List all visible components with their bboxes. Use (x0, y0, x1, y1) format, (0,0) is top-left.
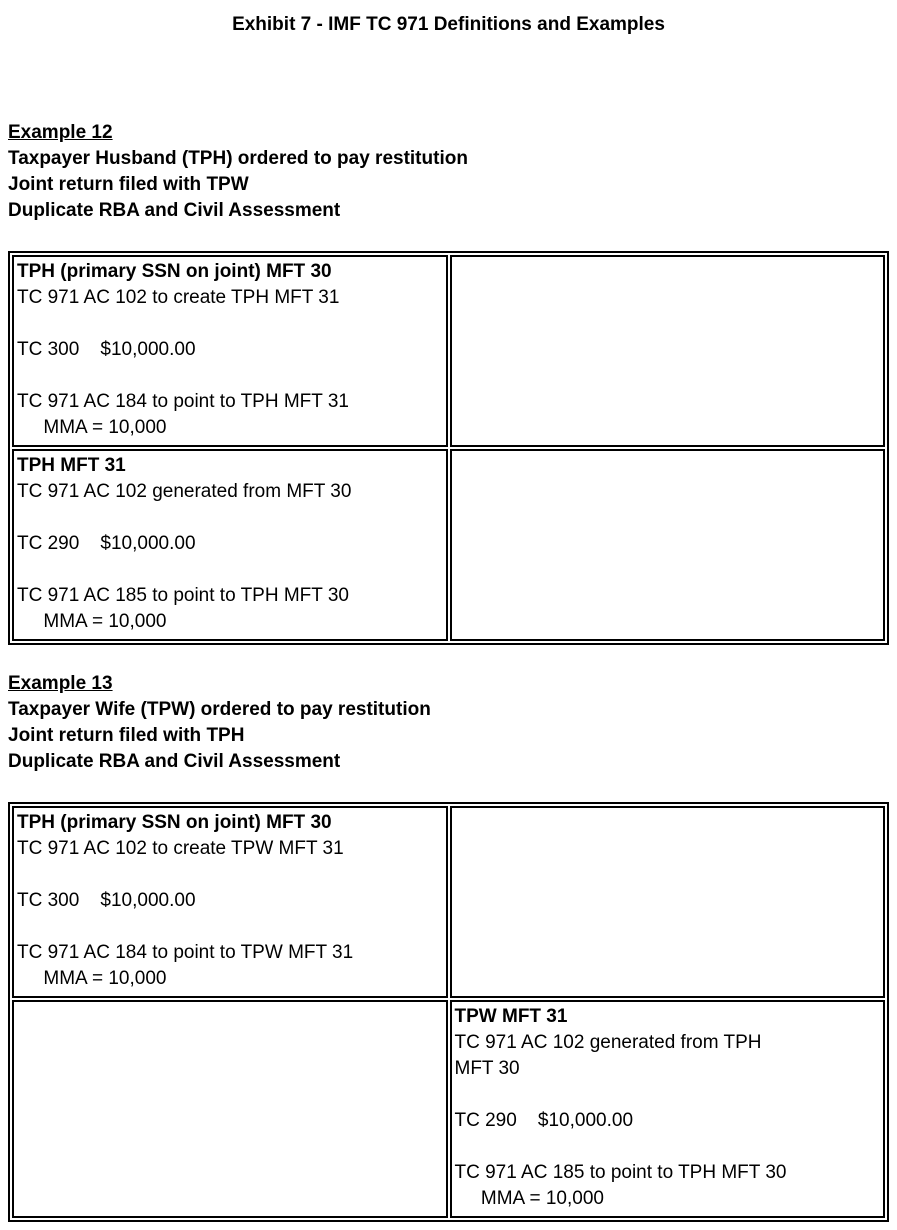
description-line: Joint return filed with TPW (8, 174, 249, 195)
description-line: Taxpayer Wife (TPW) ordered to pay restitution (8, 699, 431, 720)
description-line: Duplicate RBA and Civil Assessment (8, 200, 341, 221)
cell-line: TC 290 $10,000.00 (17, 533, 196, 554)
cell-line: TC 300 $10,000.00 (17, 890, 196, 911)
cell-line: MMA = 10,000 (17, 611, 167, 632)
cell-header: TPH (primary SSN on joint) MFT 30 (17, 261, 332, 282)
description-line: Joint return filed with TPH (8, 725, 245, 746)
table-cell-empty (450, 255, 886, 447)
cell-header: TPW MFT 31 (454, 1006, 568, 1027)
table-cell-tpw-mft31 (450, 1000, 886, 1218)
table-cell-tph-mft31 (12, 449, 448, 641)
cell-line (17, 505, 443, 531)
example-13-table (8, 802, 889, 1222)
table-row (12, 449, 885, 641)
cell-line (17, 363, 443, 389)
table-cell-empty (450, 449, 886, 641)
cell-line (17, 311, 443, 337)
cell-line: TC 971 AC 102 generated from TPH (454, 1032, 762, 1053)
cell-header: TPH MFT 31 (17, 455, 126, 476)
cell-line: MFT 30 (454, 1058, 520, 1079)
example-12-heading: Example 12 (8, 122, 113, 143)
table-cell-empty (12, 1000, 448, 1218)
cell-line: TC 971 AC 102 to create TPH MFT 31 (17, 287, 340, 308)
table-cell-tph-mft30 (12, 806, 448, 998)
table-row (12, 1000, 885, 1218)
cell-header: TPH (primary SSN on joint) MFT 30 (17, 812, 332, 833)
cell-line (455, 1082, 881, 1108)
cell-line: MMA = 10,000 (454, 1188, 604, 1209)
cell-line: TC 971 AC 185 to point to TPH MFT 30 (454, 1162, 787, 1183)
cell-line: TC 971 AC 102 generated from MFT 30 (17, 481, 352, 502)
cell-line: TC 971 AC 184 to point to TPH MFT 31 (17, 391, 349, 412)
example-12-table (8, 251, 889, 645)
cell-line: TC 971 AC 184 to point to TPW MFT 31 (17, 942, 354, 963)
table-row (12, 806, 885, 998)
cell-line (17, 914, 443, 940)
cell-line (17, 862, 443, 888)
table-cell-empty (450, 806, 886, 998)
cell-line: TC 290 $10,000.00 (454, 1110, 634, 1131)
cell-line (17, 557, 443, 583)
cell-line: TC 300 $10,000.00 (17, 339, 196, 360)
page-title: Exhibit 7 - IMF TC 971 Definitions and Examples (232, 14, 665, 35)
cell-line: TC 971 AC 185 to point to TPH MFT 30 (17, 585, 349, 606)
description-line: Duplicate RBA and Civil Assessment (8, 751, 341, 772)
example-12-section (8, 120, 889, 645)
example-13-section (8, 671, 889, 1222)
cell-line: MMA = 10,000 (17, 968, 167, 989)
cell-line: MMA = 10,000 (17, 417, 167, 438)
description-line: Taxpayer Husband (TPH) ordered to pay restitution (8, 148, 468, 169)
cell-line: TC 971 AC 102 to create TPW MFT 31 (17, 838, 344, 859)
example-13-heading: Example 13 (8, 673, 113, 694)
table-row (12, 255, 885, 447)
cell-line (455, 1134, 881, 1160)
table-cell-tph-mft30 (12, 255, 448, 447)
